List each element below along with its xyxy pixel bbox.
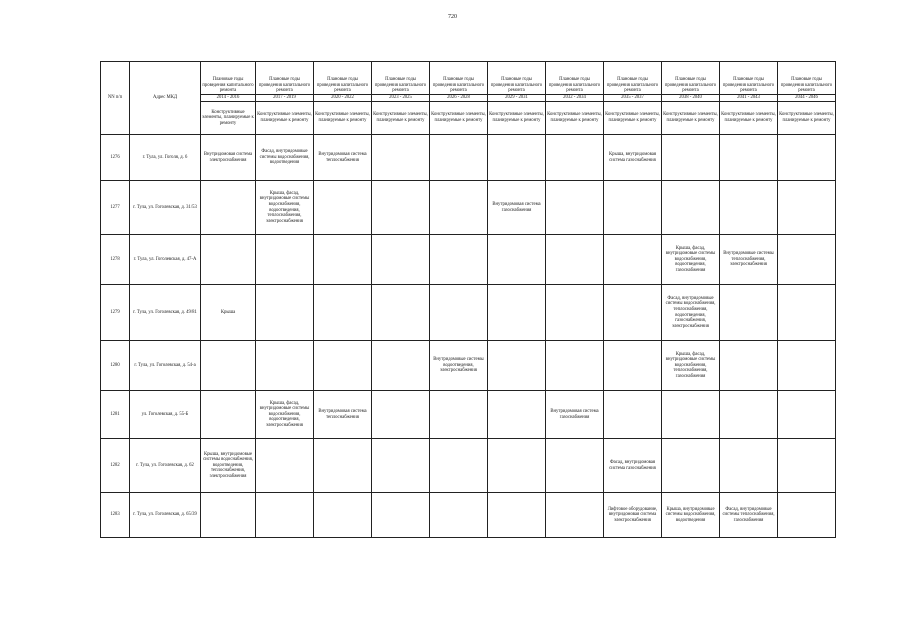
repair-elements-cell [372,391,430,439]
repair-elements-cell [488,439,546,493]
repair-elements-cell [314,181,372,235]
repair-elements-cell [720,181,778,235]
header-elements-label: Конструктивные элементы, планируемые к ремонту [488,102,546,135]
table-row [101,391,836,439]
repair-elements-cell [778,391,836,439]
repair-elements-cell [604,181,662,235]
repair-elements-cell [372,135,430,181]
row-address: г. Тула, ул. Гоголевская, д. 49/81 [130,285,201,341]
repair-elements-cell [662,181,720,235]
header-elements-label: Конструктивные элементы, планируемые к ремонту [256,102,314,135]
repair-elements-cell [488,391,546,439]
repair-elements-cell [546,235,604,285]
repair-elements-cell [201,181,256,235]
repair-elements-cell [256,235,314,285]
repair-elements-cell [430,235,488,285]
row-number: 1280 [101,341,130,391]
row-address: ул. Гоголевская, д. 55-Б [130,391,201,439]
repair-elements-cell [201,391,256,439]
header-period-title: Плановые годы проведения капитального ремонта [720,62,778,95]
repair-elements-cell [372,493,430,538]
repair-elements-cell [488,493,546,538]
repair-elements-cell: Крыша, фасад, внутридомовые системы водоснабжения, водоотведения, газоснабжения [662,235,720,285]
table-row [101,341,836,391]
repair-elements-cell [604,285,662,341]
repair-elements-cell [488,285,546,341]
repair-elements-cell [430,285,488,341]
row-address: г. Тула, ул. Гоголевская, д. 62 [130,439,201,493]
repair-elements-cell [430,391,488,439]
table-row [101,439,836,493]
repair-elements-cell [430,181,488,235]
repair-elements-cell [720,341,778,391]
repair-elements-cell: Внутридомовая система газоснабжения [488,181,546,235]
repair-elements-cell [372,235,430,285]
header-period-range: 2035 - 2037 [604,95,662,102]
header-period-range: 2017 - 2019 [256,95,314,102]
header-period-title: Плановые годы проведения капитального ремонта [778,62,836,95]
table-row [101,181,836,235]
repair-elements-cell [372,181,430,235]
row-address: г. Тула, ул. Гоголевская, д. 31/53 [130,181,201,235]
repair-elements-cell [778,135,836,181]
header-period-range: 2041 - 2043 [720,95,778,102]
row-number: 1282 [101,439,130,493]
repair-elements-cell [720,135,778,181]
repair-elements-cell [201,341,256,391]
page-number: 720 [448,14,457,20]
header-period-range: 2014 - 2016 [201,95,256,102]
repair-elements-cell [488,235,546,285]
repair-elements-cell [430,135,488,181]
table-row [101,493,836,538]
repair-elements-cell: Лифтовое оборудование, внутридомовая система электроснабжения [604,493,662,538]
repair-elements-cell [604,235,662,285]
repair-elements-cell [201,493,256,538]
row-number: 1278 [101,235,130,285]
row-address: г. Тула, ул. Гоголевская, д. 65/39 [130,493,201,538]
repair-elements-cell [546,181,604,235]
row-number: 1281 [101,391,130,439]
row-address: г. Тула, ул. Гоголевская, д. 54-а [130,341,201,391]
repair-elements-cell: Внутридомовая система газоснабжения [546,391,604,439]
repair-elements-cell [256,341,314,391]
repair-elements-cell [314,285,372,341]
header-elements-label: Конструктивные элементы, планируемые к ремонту [201,102,256,135]
header-period-title: Плановые годы проведения капитального ремонта [662,62,720,95]
repair-elements-cell: Фасад, внутридомовая система газоснабжения [604,439,662,493]
header-address: Адрес МКД [130,62,201,135]
header-period-range: 2020 - 2022 [314,95,372,102]
header-period-range: 2023 - 2025 [372,95,430,102]
repair-elements-cell [778,285,836,341]
repair-elements-cell [778,493,836,538]
repair-elements-cell: Внутридомовая система теплоснабжения [314,391,372,439]
header-period-title: Плановые годы проведения капитального ремонта [488,62,546,95]
repair-elements-cell [430,493,488,538]
repair-elements-cell [604,341,662,391]
repair-elements-cell: Фасад, внутридомовые системы теплоснабжения, газоснабжения [720,493,778,538]
repair-elements-cell [256,439,314,493]
header-num: NN п/п [101,62,130,135]
row-address: г. Тула, ул. Гоголя, д. 6 [130,135,201,181]
header-period-range: 2044 - 2046 [778,95,836,102]
row-number: 1279 [101,285,130,341]
repair-elements-cell: Крыша, фасад, внутридомовые системы водоснабжения, водоотведения, теплоснабжения, электроснабжения [256,181,314,235]
repair-elements-cell [546,439,604,493]
repair-elements-cell [662,391,720,439]
repair-elements-cell [778,235,836,285]
header-period-title: Плановые годы проведения капитального ремонта [314,62,372,95]
repair-elements-cell [662,135,720,181]
repair-elements-cell [546,135,604,181]
repair-elements-cell: Внутридомовая система электроснабжения [201,135,256,181]
repair-elements-cell: Крыша, внутридомовые системы водоснабжения, водоотведения, теплоснабжения, электроснабжения [201,439,256,493]
repair-elements-cell [720,285,778,341]
row-address: г. Тула, ул. Гоголевская, д. 47-А [130,235,201,285]
header-period-range: 2026 - 2028 [430,95,488,102]
header-period-title: Плановые годы проведения капитального ремонта [372,62,430,95]
repair-elements-cell [604,391,662,439]
repair-elements-cell [546,341,604,391]
header-row-elements [101,102,836,135]
repair-elements-cell [372,341,430,391]
repair-elements-cell: Внутридомовые системы водоотведения, электроснабжения [430,341,488,391]
repair-elements-cell [488,135,546,181]
header-period-title: Плановые годы проведения капитального ремонта [256,62,314,95]
table-row [101,285,836,341]
row-number: 1276 [101,135,130,181]
header-elements-label: Конструктивные элементы, планируемые к ремонту [778,102,836,135]
repair-elements-cell [720,391,778,439]
repair-elements-cell: Фасад, внутридомовые системы водоснабжения, теплоснабжения, водоотведения, газоснабжения, электроснабжения [662,285,720,341]
repair-elements-cell [314,341,372,391]
header-elements-label: Конструктивные элементы, планируемые к ремонту [720,102,778,135]
repair-elements-cell: Внутридомовая система теплоснабжения [314,135,372,181]
header-period-title: Плановые годы проведения капитального ремонта [201,62,256,95]
header-elements-label: Конструктивные элементы, планируемые к ремонту [314,102,372,135]
capital-repair-table [100,61,836,538]
header-elements-label: Конструктивные элементы, планируемые к ремонту [430,102,488,135]
repair-elements-cell [546,493,604,538]
repair-elements-cell [430,439,488,493]
repair-elements-cell: Крыша, внутридомовая система газоснабжения [604,135,662,181]
repair-elements-cell [778,181,836,235]
header-row-periods [101,62,836,95]
repair-elements-cell [372,439,430,493]
table-row [101,135,836,181]
repair-elements-cell: Крыша, фасад, внутридомовые системы водоснабжения, водоотведения, электроснабжения [256,391,314,439]
repair-elements-cell [314,493,372,538]
repair-elements-cell [720,439,778,493]
header-elements-label: Конструктивные элементы, планируемые к ремонту [546,102,604,135]
header-period-range: 2032 - 2034 [546,95,604,102]
row-number: 1277 [101,181,130,235]
repair-elements-cell: Крыша, фасад, внутридомовые системы водоснабжения, теплоснабжения, газоснабжения [662,341,720,391]
repair-elements-cell [314,439,372,493]
header-period-title: Плановые годы проведения капитального ремонта [546,62,604,95]
repair-elements-cell [314,235,372,285]
table-row [101,235,836,285]
repair-elements-cell [372,285,430,341]
repair-elements-cell: Фасад, внутридомовые системы водоснабжения, водоотведения [256,135,314,181]
repair-elements-cell [662,439,720,493]
repair-elements-cell [201,235,256,285]
header-row-years [101,95,836,102]
header-period-range: 2038 - 2040 [662,95,720,102]
repair-elements-cell: Крыша, внутридомовые системы водоснабжения, водоотведения [662,493,720,538]
repair-elements-cell [546,285,604,341]
repair-elements-cell [256,493,314,538]
repair-elements-cell [778,341,836,391]
header-period-title: Плановые годы проведения капитального ремонта [604,62,662,95]
repair-elements-cell [256,285,314,341]
header-elements-label: Конструктивные элементы, планируемые к ремонту [372,102,430,135]
header-elements-label: Конструктивные элементы, планируемые к ремонту [662,102,720,135]
repair-elements-cell [778,439,836,493]
header-elements-label: Конструктивные элементы, планируемые к ремонту [604,102,662,135]
row-number: 1283 [101,493,130,538]
header-period-title: Плановые годы проведения капитального ремонта [430,62,488,95]
repair-elements-cell: Крыша [201,285,256,341]
header-period-range: 2029 - 2031 [488,95,546,102]
repair-elements-cell: Внутридомовые системы теплоснабжения, электроснабжения [720,235,778,285]
repair-elements-cell [488,341,546,391]
